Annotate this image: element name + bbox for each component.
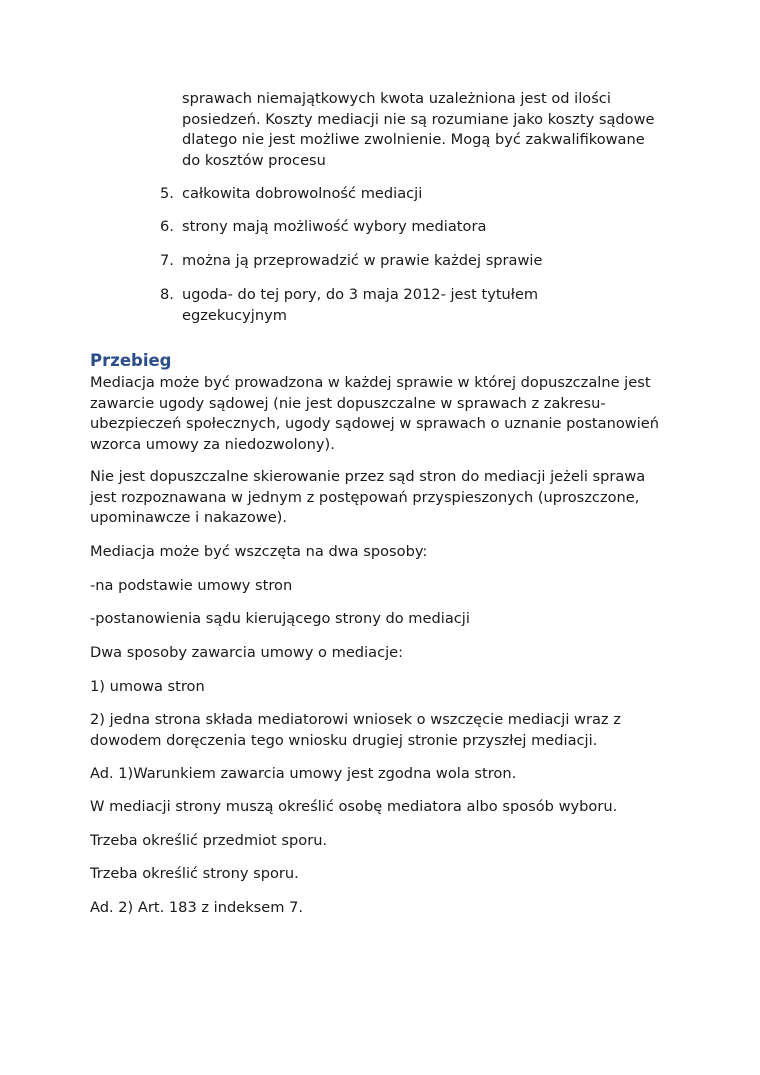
paragraph: Ad. 1)Warunkiem zawarcia umowy jest zgodna wola stron.	[90, 765, 517, 782]
paragraph: 1) umowa stron	[90, 678, 205, 695]
paragraph: Trzeba określić strony sporu.	[90, 865, 299, 882]
paragraph: W mediacji strony muszą określić osobę mediatora albo sposób wyboru.	[90, 798, 618, 815]
list-item-text: strony mają możliwość wybory mediatora	[182, 218, 487, 235]
paragraph: Dwa sposoby zawarcia umowy o mediacje:	[90, 644, 404, 661]
section-heading: Przebieg	[90, 351, 172, 370]
paragraph: Mediacja może być prowadzona w każdej sprawie w której dopuszczalne jest zawarcie ugody sądowej (nie jest dopuszczalne w sprawach z zakresu-ubezpieczeń społecznych, ugody sądowej w sprawach o uznanie postanowień wzorca umowy za niedozwolony).	[90, 374, 659, 453]
list-item-text: można ją przeprowadzić w prawie każdej sprawie	[182, 252, 543, 269]
list-item-text: całkowita dobrowolność mediacji	[182, 185, 423, 202]
list-item-number: 5.	[160, 185, 174, 202]
paragraph: 2) jedna strona składa mediatorowi wniosek o wszczęcie mediacji wraz z dowodem doręczenia tego wniosku drugiej stronie przyszłej mediacji.	[90, 711, 621, 749]
paragraph: Mediacja może być wszczęta na dwa sposoby:	[90, 543, 428, 560]
paragraph: -na podstawie umowy stron	[90, 577, 293, 594]
paragraph: Nie jest dopuszczalne skierowanie przez sąd stron do mediacji jeżeli sprawa jest rozpoznawana w jednym z postępowań przyspieszonych (uproszczone, upominawcze i nakazowe).	[90, 468, 646, 526]
list-item-number: 6.	[160, 218, 174, 235]
list-item-number: 7.	[160, 252, 174, 269]
paragraph: Ad. 2) Art. 183 z indeksem 7.	[90, 899, 304, 916]
paragraph: Trzeba określić przedmiot sporu.	[90, 832, 328, 849]
continuation-paragraph: sprawach niemajątkowych kwota uzależniona jest od ilości posiedzeń. Koszty mediacji nie są rozumiane jako koszty sądowe dlatego nie jest możliwe zwolnienie. Mogą być zakwalifikowane do kosztów procesu	[182, 90, 655, 169]
list-item-text: ugoda- do tej pory, do 3 maja 2012- jest tytułem egzekucyjnym	[182, 286, 539, 324]
paragraph: -postanowienia sądu kierującego strony do mediacji	[90, 610, 470, 627]
list-item-number: 8.	[160, 286, 174, 303]
